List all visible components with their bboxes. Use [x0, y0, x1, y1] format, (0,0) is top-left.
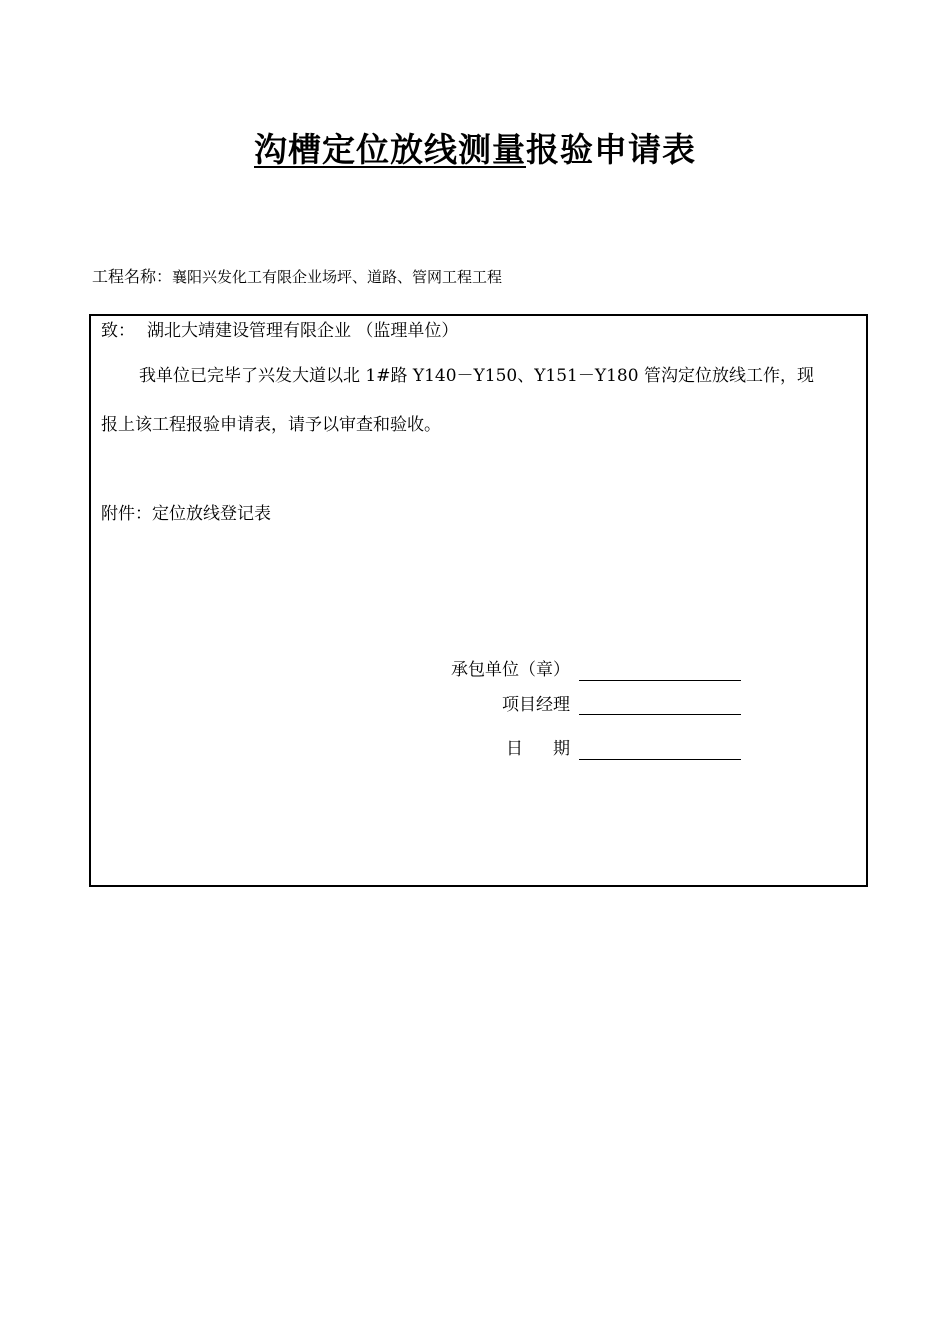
- project-name-value: 襄阳兴发化工有限企业场坪、道路、管网工程工程: [172, 268, 503, 286]
- contractor-signature-line: [579, 680, 741, 681]
- document-title-underlined: 沟槽定位放线测量: [254, 130, 526, 169]
- attachment-line: 附件：定位放线登记表: [101, 504, 271, 524]
- document-title: [0, 128, 950, 172]
- document-title-rest: 报验申请表: [526, 130, 696, 169]
- body-text-line-2: 报上该工程报验申请表，请予以审查和验收。: [101, 415, 441, 435]
- recipient-name: 湖北大靖建设管理有限企业 （监理单位）: [147, 321, 459, 341]
- project-manager-signature-line: [579, 714, 741, 715]
- application-form-box: [89, 314, 868, 887]
- recipient-line: [101, 319, 458, 343]
- contractor-label: 承包单位（章）: [451, 660, 570, 680]
- date-signature-line: [579, 759, 741, 760]
- to-label: 致：: [101, 321, 135, 341]
- date-label-char-2: 期: [553, 739, 570, 759]
- project-name-label: 工程名称：: [92, 267, 173, 286]
- date-label: [506, 737, 570, 761]
- project-name-line: [92, 266, 502, 288]
- date-label-char-1: 日: [506, 739, 523, 759]
- body-text-line-1: 我单位已完毕了兴发大道以北 1#路 Y140－Y150、Y151－Y180 管沟定位放线工作，现: [139, 366, 814, 386]
- project-manager-label: 项目经理: [502, 695, 570, 715]
